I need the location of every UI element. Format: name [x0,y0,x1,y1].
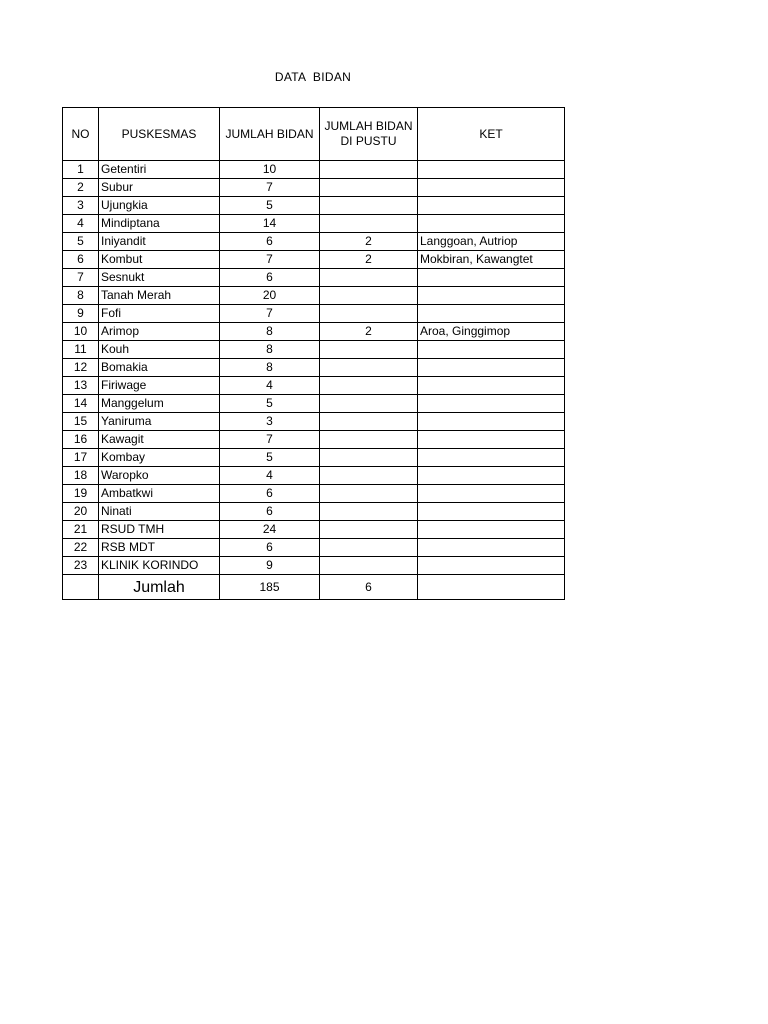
table-row [63,233,565,251]
cell-no: 18 [63,467,99,485]
cell-puskesmas: Subur [99,179,220,197]
cell-jumlah-bidan-pustu [320,341,418,359]
cell-jumlah-bidan-pustu [320,413,418,431]
cell-jumlah-bidan-pustu: 2 [320,323,418,341]
cell-jumlah-bidan-pustu [320,467,418,485]
cell-ket [418,539,565,557]
cell-puskesmas: KLINIK KORINDO [99,557,220,575]
cell-jumlah-bidan-pustu [320,539,418,557]
cell-puskesmas: Manggelum [99,395,220,413]
cell-jumlah-bidan-pustu [320,287,418,305]
cell-no: 9 [63,305,99,323]
cell-puskesmas: Ambatkwi [99,485,220,503]
table-row [63,467,565,485]
cell-ket: Aroa, Ginggimop [418,323,565,341]
cell-ket [418,395,565,413]
cell-jumlah-bidan-pustu: 2 [320,251,418,269]
table-row [63,521,565,539]
cell-ket [418,359,565,377]
cell-puskesmas: Kouh [99,341,220,359]
cell-jumlah-bidan-pustu [320,503,418,521]
cell-no: 11 [63,341,99,359]
cell-no: 23 [63,557,99,575]
header-puskesmas: PUSKESMAS [99,108,220,161]
cell-jumlah-bidan: 7 [220,305,320,323]
table-row [63,161,565,179]
cell-no: 6 [63,251,99,269]
cell-jumlah-bidan: 7 [220,179,320,197]
cell-no: 13 [63,377,99,395]
table-row [63,287,565,305]
cell-no: 15 [63,413,99,431]
cell-puskesmas: Waropko [99,467,220,485]
cell-no: 8 [63,287,99,305]
cell-no: 19 [63,485,99,503]
cell-puskesmas: Iniyandit [99,233,220,251]
table-row [63,305,565,323]
cell-puskesmas: Bomakia [99,359,220,377]
table-body [63,161,565,575]
cell-jumlah-bidan: 8 [220,359,320,377]
table-row [63,539,565,557]
table-row [63,197,565,215]
header-no: NO [63,108,99,161]
cell-ket [418,305,565,323]
total-jumlah-bidan: 185 [220,575,320,600]
cell-puskesmas: Mindiptana [99,215,220,233]
table-row [63,359,565,377]
cell-jumlah-bidan-pustu [320,557,418,575]
cell-ket [418,269,565,287]
cell-jumlah-bidan-pustu [320,161,418,179]
cell-ket [418,485,565,503]
cell-jumlah-bidan: 8 [220,341,320,359]
cell-ket [418,341,565,359]
cell-ket [418,467,565,485]
cell-no: 20 [63,503,99,521]
cell-ket [418,557,565,575]
cell-jumlah-bidan-pustu [320,215,418,233]
total-row [63,575,565,600]
cell-ket [418,215,565,233]
cell-ket [418,179,565,197]
table-row [63,431,565,449]
table-row [63,269,565,287]
total-ket-cell [418,575,565,600]
cell-jumlah-bidan: 9 [220,557,320,575]
cell-jumlah-bidan: 7 [220,251,320,269]
cell-ket [418,287,565,305]
cell-jumlah-bidan: 7 [220,431,320,449]
table-row [63,323,565,341]
cell-jumlah-bidan: 6 [220,539,320,557]
header-jumlah-bidan-pustu: JUMLAH BIDAN DI PUSTU [320,108,418,161]
cell-jumlah-bidan: 14 [220,215,320,233]
cell-puskesmas: Kombut [99,251,220,269]
cell-jumlah-bidan-pustu [320,395,418,413]
cell-puskesmas: Kawagit [99,431,220,449]
cell-no: 17 [63,449,99,467]
total-label: Jumlah [99,575,220,600]
cell-jumlah-bidan: 10 [220,161,320,179]
cell-no: 5 [63,233,99,251]
cell-jumlah-bidan-pustu [320,305,418,323]
cell-jumlah-bidan-pustu [320,179,418,197]
cell-jumlah-bidan: 3 [220,413,320,431]
cell-jumlah-bidan: 6 [220,233,320,251]
table-header-row [63,108,565,161]
cell-jumlah-bidan-pustu [320,485,418,503]
cell-ket [418,413,565,431]
cell-ket [418,431,565,449]
cell-ket: Mokbiran, Kawangtet [418,251,565,269]
cell-no: 16 [63,431,99,449]
cell-puskesmas: Arimop [99,323,220,341]
table-row [63,215,565,233]
cell-jumlah-bidan: 5 [220,395,320,413]
table-row [63,413,565,431]
cell-no: 1 [63,161,99,179]
cell-puskesmas: Ninati [99,503,220,521]
cell-jumlah-bidan: 24 [220,521,320,539]
cell-jumlah-bidan: 4 [220,377,320,395]
cell-jumlah-bidan: 5 [220,449,320,467]
cell-no: 2 [63,179,99,197]
cell-jumlah-bidan: 6 [220,269,320,287]
cell-jumlah-bidan: 6 [220,485,320,503]
cell-ket [418,377,565,395]
cell-jumlah-bidan: 8 [220,323,320,341]
table-row [63,377,565,395]
header-ket: KET [418,108,565,161]
total-jumlah-bidan-pustu: 6 [320,575,418,600]
cell-no: 14 [63,395,99,413]
cell-jumlah-bidan: 6 [220,503,320,521]
cell-puskesmas: Getentiri [99,161,220,179]
bidan-table [62,107,565,600]
cell-ket: Langgoan, Autriop [418,233,565,251]
total-no-cell [63,575,99,600]
cell-jumlah-bidan-pustu [320,431,418,449]
cell-jumlah-bidan-pustu [320,377,418,395]
cell-no: 4 [63,215,99,233]
cell-no: 12 [63,359,99,377]
table-row [63,341,565,359]
cell-no: 21 [63,521,99,539]
cell-jumlah-bidan-pustu [320,521,418,539]
cell-jumlah-bidan: 5 [220,197,320,215]
cell-puskesmas: Yaniruma [99,413,220,431]
cell-puskesmas: Kombay [99,449,220,467]
cell-no: 10 [63,323,99,341]
cell-jumlah-bidan: 4 [220,467,320,485]
cell-ket [418,503,565,521]
cell-jumlah-bidan: 20 [220,287,320,305]
table-row [63,557,565,575]
cell-ket [418,161,565,179]
cell-puskesmas: Firiwage [99,377,220,395]
cell-jumlah-bidan-pustu [320,359,418,377]
header-jumlah-bidan: JUMLAH BIDAN [220,108,320,161]
cell-no: 3 [63,197,99,215]
cell-ket [418,449,565,467]
table-row [63,179,565,197]
cell-jumlah-bidan-pustu [320,197,418,215]
cell-puskesmas: Fofi [99,305,220,323]
table-row [63,449,565,467]
cell-jumlah-bidan-pustu: 2 [320,233,418,251]
cell-puskesmas: RSUD TMH [99,521,220,539]
cell-jumlah-bidan-pustu [320,449,418,467]
cell-no: 22 [63,539,99,557]
table-row [63,395,565,413]
table-row [63,485,565,503]
cell-ket [418,197,565,215]
cell-puskesmas: Ujungkia [99,197,220,215]
page-title: DATA BIDAN [274,70,352,84]
cell-puskesmas: Sesnukt [99,269,220,287]
cell-puskesmas: RSB MDT [99,539,220,557]
cell-jumlah-bidan-pustu [320,269,418,287]
cell-puskesmas: Tanah Merah [99,287,220,305]
table-row [63,503,565,521]
cell-no: 7 [63,269,99,287]
cell-ket [418,521,565,539]
table-row [63,251,565,269]
